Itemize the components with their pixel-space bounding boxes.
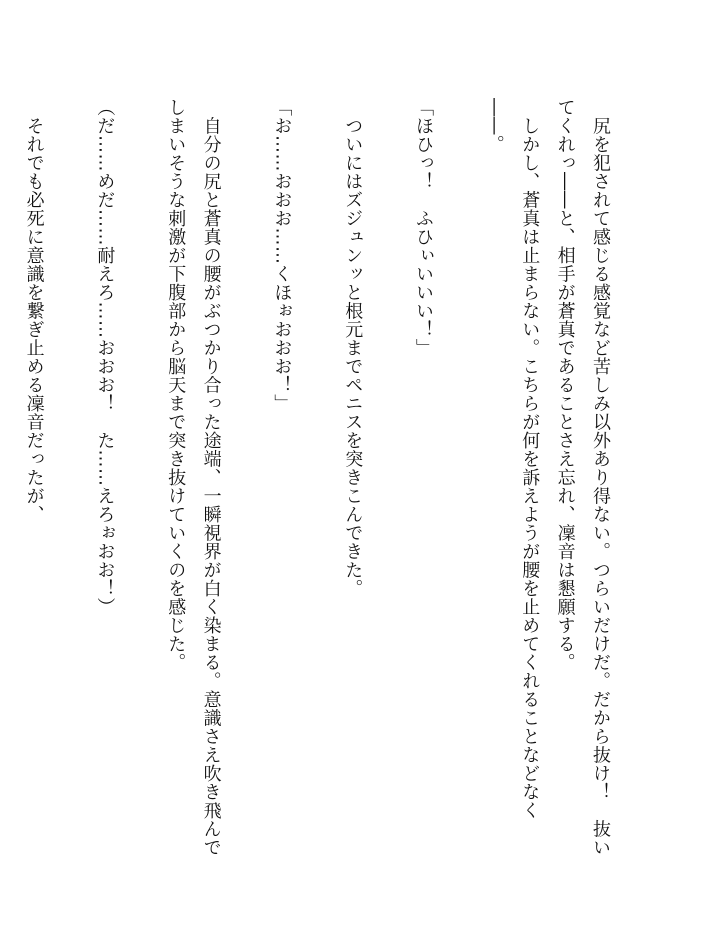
paragraph-narration: ついにはズジュンッと根元までペニスを突きこんできた。	[342, 98, 364, 598]
paragraph-dialogue: 「お……おおお……くほぉおおお！」	[271, 98, 293, 413]
paragraph-narration: 尻を犯されて感じる感覚など苦しみ以外あり得ない。つらいだけだ。だから抜け！ 抜いてくれっ――と、相手が蒼真であることさえ忘れ、凜音は懇願する。	[554, 98, 611, 857]
paragraph-narration: 自分の尻と蒼真の腰がぶつかり合った途端、一瞬視界が白く染まる。意識さえ吹き飛んでしまいそうな刺激が下腹部から脳天まで突き抜けていくのを感じた。	[165, 98, 222, 857]
paragraph-narration: それでも必死に意識を繋ぎ止める凜音だったが、	[23, 98, 45, 524]
paragraph-inner-thought: （だ……めだ……耐えろ……おおお！ た……えろぉおお！）	[94, 98, 116, 616]
vertical-text-body	[0, 98, 618, 858]
paragraph-narration: しかし、蒼真は止まらない。こちらが何を訴えようが腰を止めてくれることなどなく――。	[483, 98, 541, 820]
paragraph-dialogue: 「ほひっ！ ふひぃいいい！」	[412, 98, 434, 357]
